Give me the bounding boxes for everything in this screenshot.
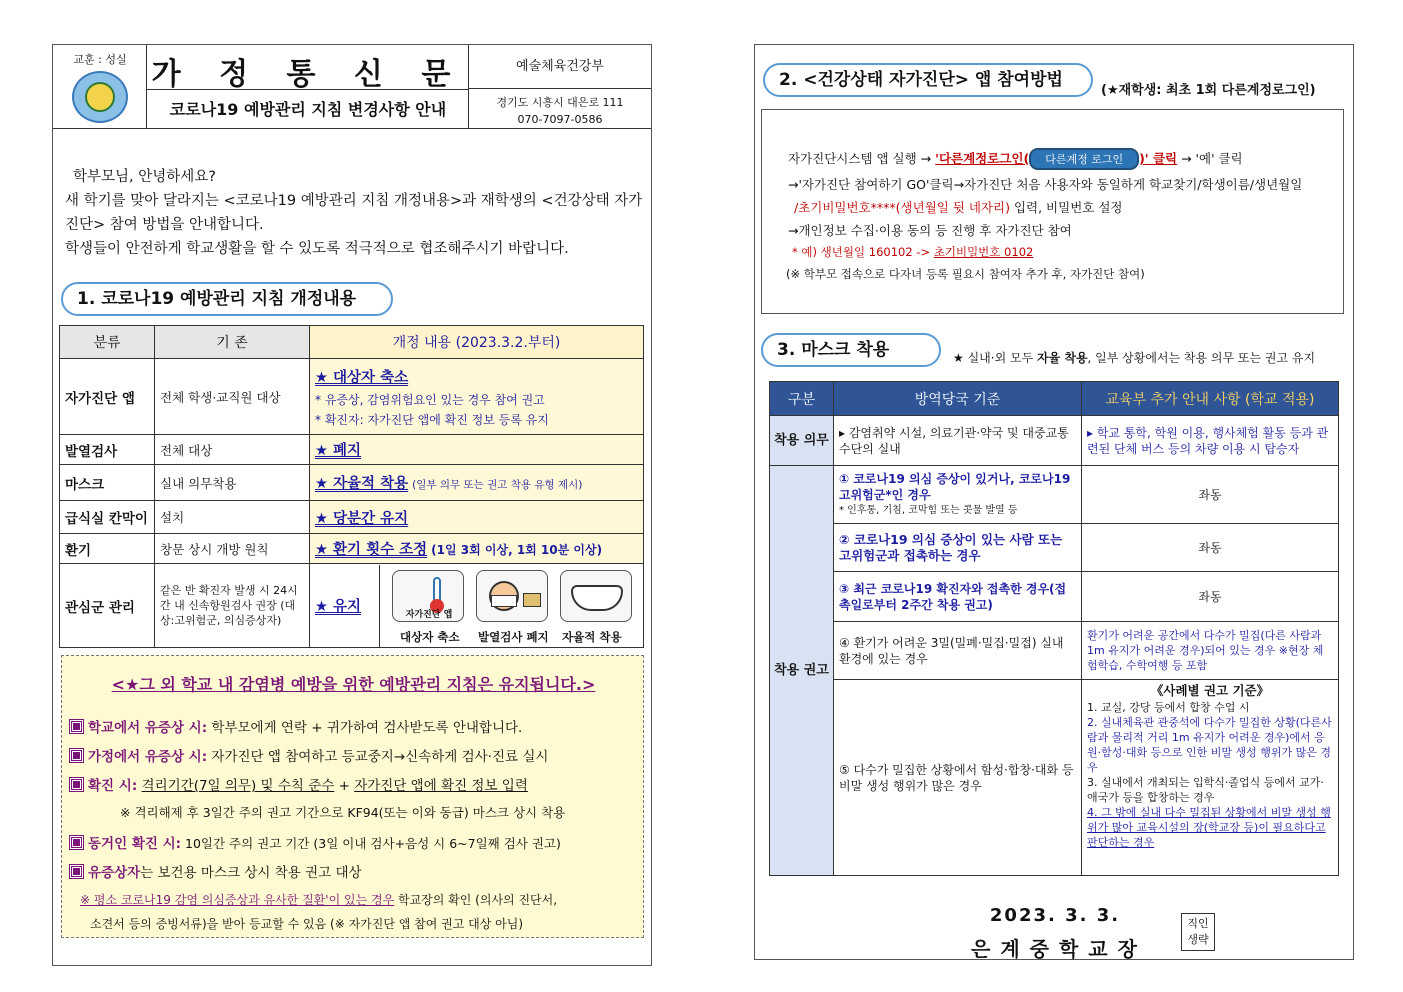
new-value: ★ 자율적 착용 — [315, 476, 409, 492]
note-text: 자가진단 앱에 확진 정보 입력 — [354, 778, 528, 794]
note-label: 유증상자 — [88, 865, 141, 881]
note-line — [70, 832, 561, 852]
seal-text: 직인 — [1187, 917, 1209, 930]
thermometer-app-icon — [392, 570, 464, 622]
illustration-strip — [380, 565, 643, 647]
standard-note: * 인후통, 기침, 코막힘 또는 콧물 발열 등 — [839, 504, 1018, 516]
row-school: 환기가 어려운 공간에서 다수가 밀집(다른 사람과 1m 유지가 어려운 경우)되어 있는 경우 ※현장 체험학습, 수학여행 등 포함 — [1082, 622, 1339, 680]
table-row — [60, 435, 644, 465]
school-principal: 은계중학교장 — [971, 937, 1147, 961]
note-text: 자율 착용 — [1036, 351, 1088, 365]
temperature-check-icon — [476, 570, 548, 622]
row-old: 전체 학생·교직원 대상 — [155, 359, 310, 435]
row-key: 자가진단 앱 — [60, 359, 155, 435]
note-line: ※ 격리해제 후 3일간 주의 권고 기간으로 KF94(또는 이와 동급) 마스크 상시 착용 — [120, 805, 566, 820]
phone: 070-7097-0586 — [517, 113, 603, 126]
other-guidelines-box — [61, 655, 644, 938]
case-item: 2. 실내체육관 관중석에 다수가 밀집한 상황(다른사람과 물리적 거리 1m 유지가 어려운 경우)에서 응원·함성·대화 등으로 인한 비말 생성 행위가 많은 경우 — [1087, 716, 1332, 774]
row-school — [1082, 680, 1339, 876]
row-school: ▸ 학교 통학, 학원 이용, 행사체험 활동 등과 관련된 단체 버스 등의 차량 이용 시 탑승자 — [1082, 416, 1339, 466]
table-row — [60, 465, 644, 501]
row-new — [310, 534, 644, 564]
step-text: 초기비밀번호 0102 — [933, 245, 1034, 259]
step-line — [792, 244, 1033, 260]
header-logo-cell — [53, 45, 147, 129]
row-category: 착용 의무 — [770, 416, 834, 466]
note-text: 자가진단 앱 참여하고 등교중지→신속하게 검사·진료 실시 — [207, 749, 549, 765]
row-old: 실내 의무착용 — [155, 465, 310, 501]
row-school: 좌동 — [1082, 524, 1339, 572]
note-line — [70, 716, 522, 736]
note-text: ★ 실내·외 모두 — [953, 351, 1037, 365]
section-3-note — [953, 349, 1315, 366]
note-line — [80, 891, 557, 908]
col-header: 기 존 — [155, 326, 310, 359]
row-old: 설치 — [155, 501, 310, 534]
mask-table — [769, 381, 1339, 876]
case-item: 4. 그 밖에 실내 다수 밀집된 상황에서 비말 생성 행위가 많아 교육시설의 장(학교장 등)이 필요하다고 판단하는 경우 — [1087, 806, 1331, 849]
new-value: ★ 폐지 — [315, 443, 362, 459]
new-value: ★ 대상자 축소 — [315, 369, 409, 386]
section-2-title: 2. <건강상태 자가진단> 앱 참여방법 — [763, 63, 1093, 97]
case-title: 《사례별 권고 기준》 — [1150, 683, 1270, 698]
square-bullet-icon — [70, 836, 83, 849]
step-line — [794, 198, 1122, 216]
new-value: ★ 유지 — [315, 599, 362, 615]
square-bullet-icon — [70, 749, 83, 762]
intro-text — [59, 165, 649, 261]
issue-date: 2023. 3. 3. — [989, 905, 1121, 926]
section-1-title: 1. 코로나19 예방관리 지침 개정내용 — [61, 282, 393, 316]
table-row — [770, 416, 1339, 466]
address: 경기도 시흥시 대은로 111 — [496, 96, 624, 109]
col-header: 개정 내용 (2023.3.2.부터) — [310, 326, 644, 359]
step-line: →개인정보 수집·이용 동의 등 진행 후 자가진단 참여 — [788, 223, 1072, 238]
table-row — [60, 359, 644, 435]
case-item: 1. 교실, 강당 등에서 합창 수업 시 — [1087, 701, 1250, 714]
mask-icon — [560, 570, 632, 622]
other-account-login-button[interactable]: 다른계정 로그인 — [1029, 148, 1139, 170]
step-text: '다른계정로그인( — [935, 151, 1030, 166]
row-standard: ⑤ 다수가 밀집한 상황에서 함성·합창·대화 등 비말 생성 행위가 많은 경우 — [834, 680, 1082, 876]
new-note: * 확진자: 자가진단 앱에 확진 정보 등록 유지 — [315, 412, 549, 427]
table-row — [60, 534, 644, 564]
app-icon-label: 자가진단 앱 — [405, 609, 453, 620]
left-page — [52, 44, 652, 966]
row-new — [310, 501, 644, 534]
col-header: 구분 — [770, 382, 834, 416]
col-header: 분류 — [60, 326, 155, 359]
table-row — [770, 680, 1339, 876]
step-line — [788, 148, 1243, 170]
col-header: 교육부 추가 안내 사항 (학교 적용) — [1082, 382, 1339, 416]
step-text: 자가진단시스템 앱 실행 → — [788, 151, 936, 166]
new-note: (일부 의무 또는 권고 착용 유형 제시) — [412, 479, 583, 491]
row-new — [310, 359, 644, 435]
row-old: 전체 대상 — [155, 435, 310, 465]
row-old: 같은 반 확진자 발생 시 24시간 내 신속항원검사 권장 (대상:고위험군, 의심증상자) — [155, 564, 310, 648]
note-line — [70, 745, 548, 765]
note-line: 소견서 등의 증빙서류)을 받아 등교할 수 있음 (※ 자가진단 앱 참여 권고 대상 아님) — [90, 917, 524, 931]
row-new — [310, 435, 644, 465]
intro-line: 새 학기를 맞아 달라지는 <코로나19 예방관리 지침 개정내용>과 재학생의 <건강상태 자가진단> 참여 방법을 안내합니다. — [65, 193, 643, 233]
row-key: 발열검사 — [60, 435, 155, 465]
header-contact-cell — [469, 45, 651, 129]
note-text: + — [334, 778, 355, 794]
note-text: 10일간 주의 권고 기간 (3일 이내 검사+음성 시 6~7일째 검사 권고) — [181, 836, 561, 851]
note-text: 학교장의 확인 (의사의 진단서, — [394, 893, 558, 907]
row-old: 창문 상시 개방 원칙 — [155, 534, 310, 564]
illustration-label: 자율적 착용 — [562, 629, 622, 644]
step-line: (※ 학부모 접속으로 다자녀 등록 필요시 참여자 추가 후, 자가진단 참여) — [786, 267, 1145, 281]
row-school: 좌동 — [1082, 466, 1339, 524]
standard-text: ① 코로나19 의심 증상이 있거나, 코로나19 고위험군*인 경우 — [839, 471, 1071, 502]
official-seal — [1181, 913, 1215, 951]
step-text: → '예' 클릭 — [1177, 151, 1243, 166]
table-row — [60, 501, 644, 534]
row-new — [310, 465, 644, 501]
school-motto: 교훈 : 성실 — [73, 53, 127, 66]
new-note: (1일 3회 이상, 1회 10분 이상) — [431, 543, 603, 557]
note-title: <★그 외 학교 내 감염병 예방을 위한 예방관리 지침은 유지됩니다.> — [111, 675, 596, 694]
step-text: * 예) 생년월일 160102 -> — [792, 245, 934, 259]
section-3-title: 3. 마스크 착용 — [761, 333, 941, 367]
table-row — [770, 572, 1339, 622]
table-row — [770, 524, 1339, 572]
table-row — [770, 466, 1339, 524]
letter-header — [53, 45, 651, 129]
row-key: 마스크 — [60, 465, 155, 501]
square-bullet-icon — [70, 720, 83, 733]
note-line — [70, 774, 528, 794]
department: 예술체육건강부 — [469, 45, 651, 89]
note-label: 동거인 확진 시: — [88, 836, 182, 852]
row-key: 환기 — [60, 534, 155, 564]
row-key: 급식실 칸막이 — [60, 501, 155, 534]
page-title: 가 정 통 신 문 — [151, 57, 465, 92]
step-text: 입력, 비밀번호 설정 — [1009, 200, 1123, 215]
step-text: /초기비밀번호****(생년월일 뒷 네자리) — [794, 200, 1010, 215]
seal-text: 생략 — [1187, 933, 1209, 946]
right-page — [754, 44, 1354, 960]
col-header: 방역당국 기준 — [834, 382, 1082, 416]
note-line — [70, 861, 362, 881]
greeting: 학부모님, 안녕하세요? — [73, 169, 216, 185]
square-bullet-icon — [70, 865, 83, 878]
page-subtitle: 코로나19 예방관리 지침 변경사항 안내 — [147, 89, 469, 129]
illustration-label: 발열검사 폐지 — [478, 629, 549, 644]
intro-request: 학생들이 안전하게 학교생활을 할 수 있도록 적극적으로 협조해주시기 바랍니다. — [65, 241, 569, 257]
note-label: 학교에서 유증상 시: — [88, 720, 208, 736]
row-key: 관심군 관리 — [60, 564, 155, 648]
note-text: 학부모에게 연락 + 귀가하여 검사받도록 안내합니다. — [207, 720, 523, 736]
new-value: ★ 당분간 유지 — [315, 510, 409, 527]
row-standard — [834, 466, 1082, 524]
new-value: ★ 환기 횟수 조정 — [315, 542, 428, 558]
table-row — [770, 622, 1339, 680]
guideline-table — [59, 325, 644, 648]
school-emblem-icon — [72, 71, 128, 123]
row-standard: ④ 환기가 어려운 3밀(밀폐·밀집·밀접) 실내 환경에 있는 경우 — [834, 622, 1082, 680]
illustration-label: 대상자 축소 — [400, 629, 460, 644]
step-line: →'자가진단 참여하기 GO'클릭→자가진단 처음 사용자와 동일하게 학교찾기/학생이름/생년월일 — [788, 177, 1303, 192]
new-note: * 유증상, 감염위험요인 있는 경우 참여 권고 — [315, 392, 545, 407]
note-label: 확진 시: — [88, 778, 138, 794]
step-text: )' 클릭 — [1139, 151, 1178, 166]
header-title-cell — [147, 45, 469, 129]
note-text: , 일부 상황에서는 착용 의무 또는 권고 유지 — [1087, 351, 1316, 365]
row-standard: ③ 최근 코로나19 확진자와 접촉한 경우(접촉일로부터 2주간 착용 권고) — [834, 572, 1082, 622]
note-text: ※ 평소 코로나19 감염 의심증상과 유사한 질환'이 있는 경우 — [80, 893, 395, 907]
row-standard: ② 코로나19 의심 증상이 있는 사람 또는 고위험군과 접촉하는 경우 — [834, 524, 1082, 572]
case-item: 3. 실내에서 개최되는 입학식·졸업식 등에서 교가·애국가 등을 합창하는 경우 — [1087, 776, 1324, 804]
note-text: 격리기간(7일 의무) 및 수칙 준수 — [141, 778, 335, 794]
row-new — [310, 564, 644, 648]
section-2-note: (★재학생: 최초 1회 다른계정로그인) — [1101, 83, 1316, 98]
app-steps-box — [761, 109, 1344, 314]
square-bullet-icon — [70, 778, 83, 791]
note-label: 가정에서 유증상 시: — [88, 749, 208, 765]
row-school: 좌동 — [1082, 572, 1339, 622]
row-standard: ▸ 감염취약 시설, 의료기관·약국 및 대중교통수단의 실내 — [834, 416, 1082, 466]
address-block — [469, 94, 651, 128]
row-category: 착용 권고 — [770, 466, 834, 876]
table-row — [60, 564, 644, 648]
note-text: 는 보건용 마스크 상시 착용 권고 대상 — [140, 865, 362, 881]
